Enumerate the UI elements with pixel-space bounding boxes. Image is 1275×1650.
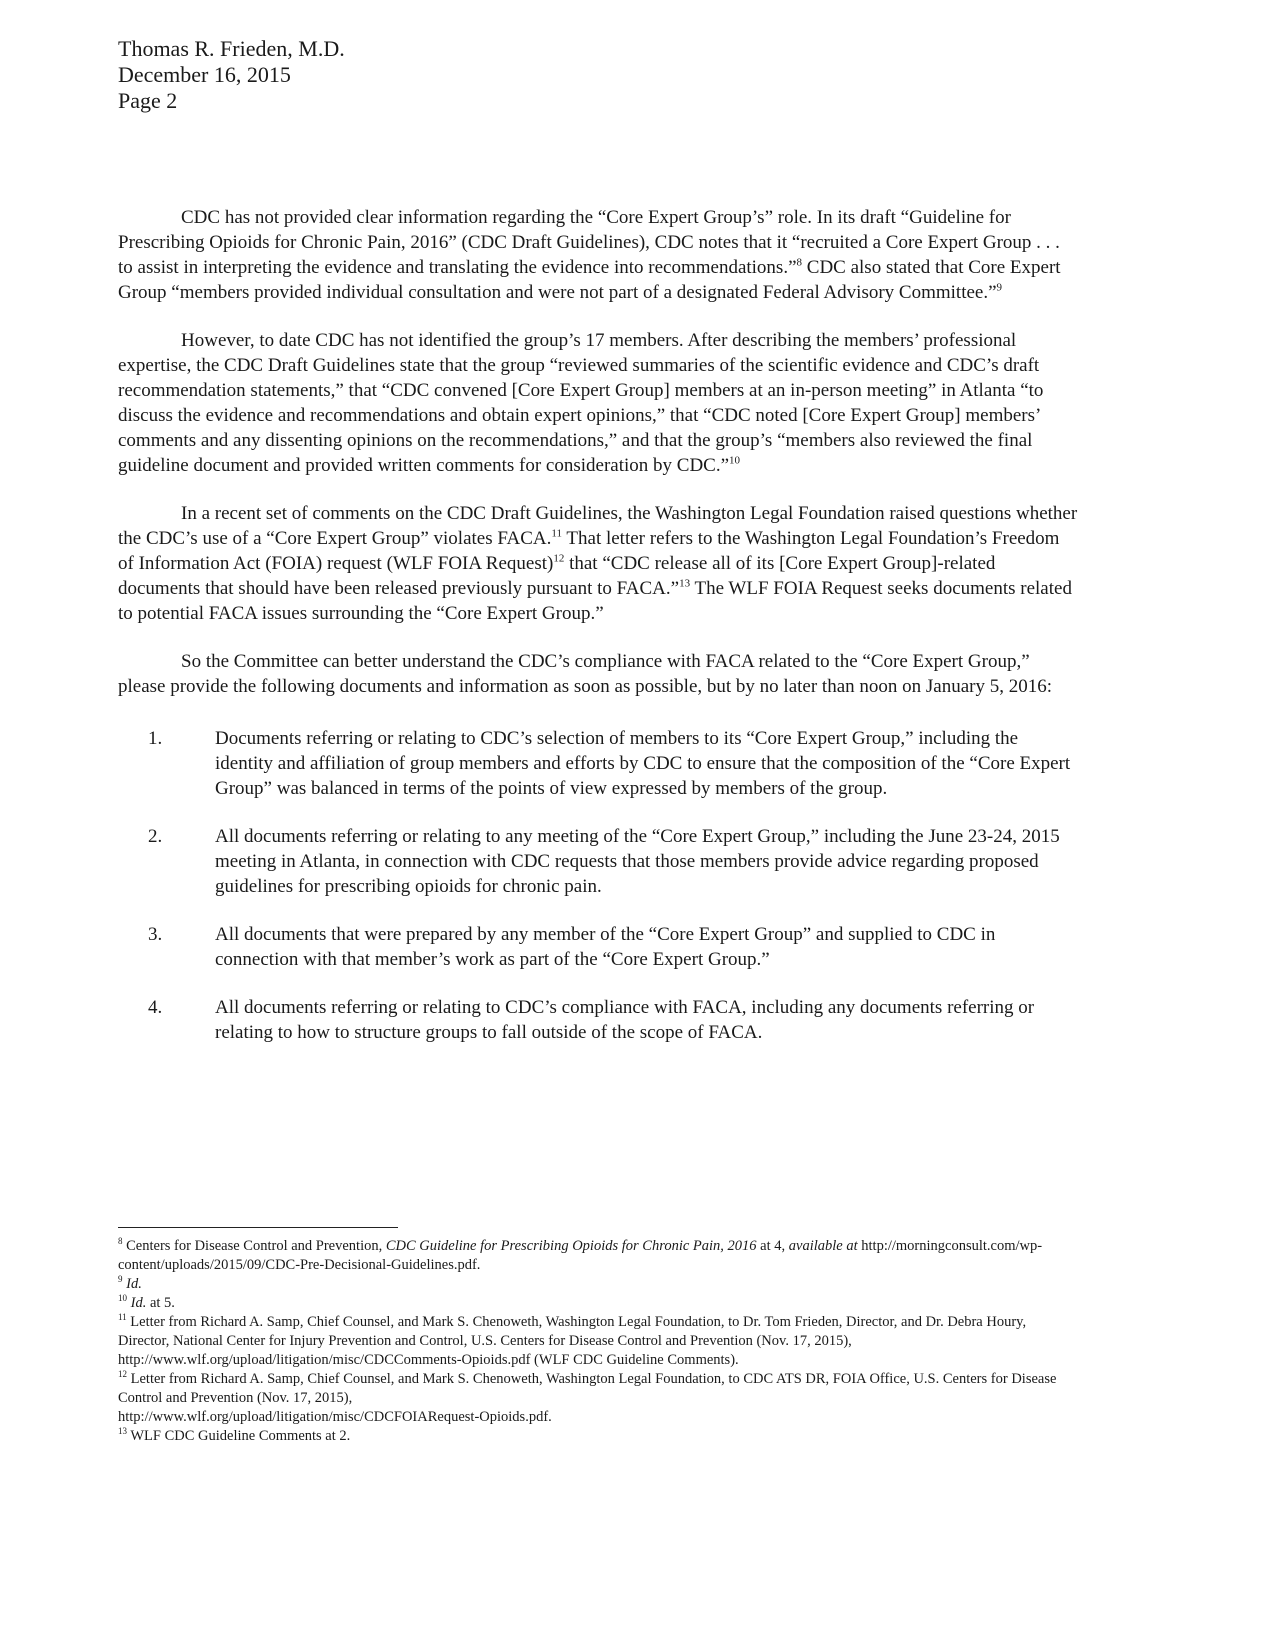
page-number: Page 2 (118, 88, 178, 113)
footnote-8 (118, 1237, 1078, 1275)
letter-date: December 16, 2015 (118, 62, 291, 87)
letter-header (118, 36, 345, 114)
footnote-title: CDC Guideline for Prescribing Opioids for Chronic Pain, 2016 (385, 1238, 757, 1254)
paragraph-text: In a recent set of comments on the CDC Draft Guidelines, the Washington Legal Foundation raised questions whether the CDC’s use of a “Core Expert Group” violates FACA. (118, 503, 1078, 549)
list-item (148, 922, 1078, 972)
list-item (148, 726, 1078, 801)
paragraph-text: So the Committee can better understand the CDC’s compliance with FACA related to the “Core Expert Group,” please provide the following documents and information as soon as possible, but by no later than noon on January 5, 2016: (118, 651, 1052, 697)
paragraph-wlf-comments (118, 501, 1078, 626)
footnote-number: 13 (118, 1426, 127, 1437)
footnote-ref: 8 (796, 256, 803, 269)
footnote-divider (118, 1227, 398, 1228)
paragraph-members (118, 328, 1078, 478)
footnote-text: Id. (130, 1295, 147, 1311)
paragraph-text: The WLF FOIA Request seeks documents related to potential FACA issues surrounding the “Core Expert Group.” (118, 578, 1072, 624)
footnote-ref: 10 (729, 454, 741, 467)
paragraph-text: That letter refers to the Washington Legal Foundation’s Freedom of Information Act (FOIA) request (WLF FOIA Request) (118, 528, 1060, 574)
footnote-ref: 12 (553, 552, 565, 565)
footnotes (118, 1237, 1078, 1446)
list-item-number: 1. (148, 728, 163, 749)
list-item-number: 3. (148, 924, 163, 945)
footnote-url: http://morningconsult.com/wp-content/uploads/2015/09/CDC-Pre-Decisional-Guidelines.pdf. (118, 1238, 1043, 1273)
paragraph-text: CDC also stated that Core Expert Group “members provided individual consultation and were not part of a designated Federal Advisory Committee.” (118, 257, 1061, 303)
list-item-number: 2. (148, 826, 163, 847)
paragraph-text: that “CDC release all of its [Core Expert Group]-related documents that should have been released previously pursuant to FACA.” (118, 553, 996, 599)
footnote-number: 10 (118, 1293, 127, 1304)
footnote-ref: 9 (996, 281, 1003, 294)
footnote-10 (118, 1294, 1078, 1313)
list-item (148, 995, 1078, 1045)
footnote-text: WLF CDC Guideline Comments at 2. (127, 1428, 351, 1444)
footnote-signal: available at (788, 1238, 858, 1254)
footnote-number: 9 (118, 1274, 123, 1285)
footnote-number: 11 (118, 1312, 127, 1323)
paragraph-text: However, to date CDC has not identified the group’s 17 members. After describing the members’ professional expertise, the CDC Draft Guidelines state that the group “reviewed summaries of the scientific evidence and CDC’s draft recommendation statements,” that “CDC convened [Core Expert Group] members at an in-person meeting” in Atlanta “to discuss the evidence and recommendations and obtain expert opinions,” that “CDC noted [Core Expert Group] members’ comments and any dissenting opinions on the recommendations,” and that the group’s “members also reviewed the final guideline document and provided written comments for consideration by CDC.” (118, 330, 1044, 476)
list-item-text: All documents referring or relating to any meeting of the “Core Expert Group,” including the June 23-24, 2015 meeting in Atlanta, in connection with CDC requests that those members provide advice regarding proposed guidelines for prescribing opioids for chronic pain. (215, 826, 1060, 897)
letter-body (118, 205, 1078, 1068)
list-item (148, 824, 1078, 899)
footnote-text: at 4, (756, 1238, 789, 1254)
list-item-text: All documents referring or relating to CDC’s compliance with FACA, including any documents referring or relating to how to structure groups to fall outside of the scope of FACA. (215, 997, 1035, 1043)
footnote-13 (118, 1427, 1078, 1446)
footnote-ref: 13 (679, 577, 691, 590)
recipient-name: Thomas R. Frieden, M.D. (118, 36, 345, 61)
footnote-text: at 5. (146, 1295, 175, 1311)
footnote-11 (118, 1313, 1078, 1370)
footnote-number: 12 (118, 1369, 127, 1380)
paragraph-request (118, 649, 1078, 699)
footnote-12 (118, 1370, 1078, 1427)
footnote-text: Centers for Disease Control and Prevention, (122, 1238, 386, 1254)
footnote-text: Id. (126, 1276, 142, 1292)
footnote-9 (118, 1275, 1078, 1294)
list-item-text: All documents that were prepared by any member of the “Core Expert Group” and supplied to CDC in connection with that member’s work as part of the “Core Expert Group.” (215, 924, 996, 970)
footnote-text: Letter from Richard A. Samp, Chief Counsel, and Mark S. Chenoweth, Washington Legal Foundation, to CDC ATS DR, FOIA Office, U.S. Centers for Disease Control and Prevention (Nov. 17, 2015), (118, 1371, 1057, 1406)
footnote-url: http://www.wlf.org/upload/litigation/misc/CDCFOIARequest-Opioids.pdf. (118, 1409, 552, 1425)
footnote-ref: 11 (551, 527, 562, 540)
footnote-text: Letter from Richard A. Samp, Chief Counsel, and Mark S. Chenoweth, Washington Legal Foundation, to Dr. Tom Frieden, Director, and Dr. Debra Houry, Director, National Center for Injury Prevention and Control, U.S. Centers for Disease Control and Prevention (Nov. 17, 2015), http://www.wlf.org/upload/litigation/misc/CDCComments-Opioids.pdf (WLF CDC Guideline Comments). (118, 1314, 1027, 1368)
list-item-number: 4. (148, 997, 163, 1018)
paragraph-text: CDC has not provided clear information regarding the “Core Expert Group’s” role. In its draft “Guideline for Prescribing Opioids for Chronic Pain, 2016” (CDC Draft Guidelines), CDC notes that it “recruited a Core Expert Group . . . to assist in interpreting the evidence and translating the evidence into recommendations.” (118, 207, 1060, 278)
paragraph-core-expert-role (118, 205, 1078, 305)
list-item-text: Documents referring or relating to CDC’s selection of members to its “Core Expert Group,” including the identity and affiliation of group members and efforts by CDC to ensure that the composition of the “Core Expert Group” was balanced in terms of the points of view expressed by members of the group. (215, 728, 1071, 799)
request-list (118, 726, 1078, 1045)
footnote-number: 8 (118, 1236, 123, 1247)
